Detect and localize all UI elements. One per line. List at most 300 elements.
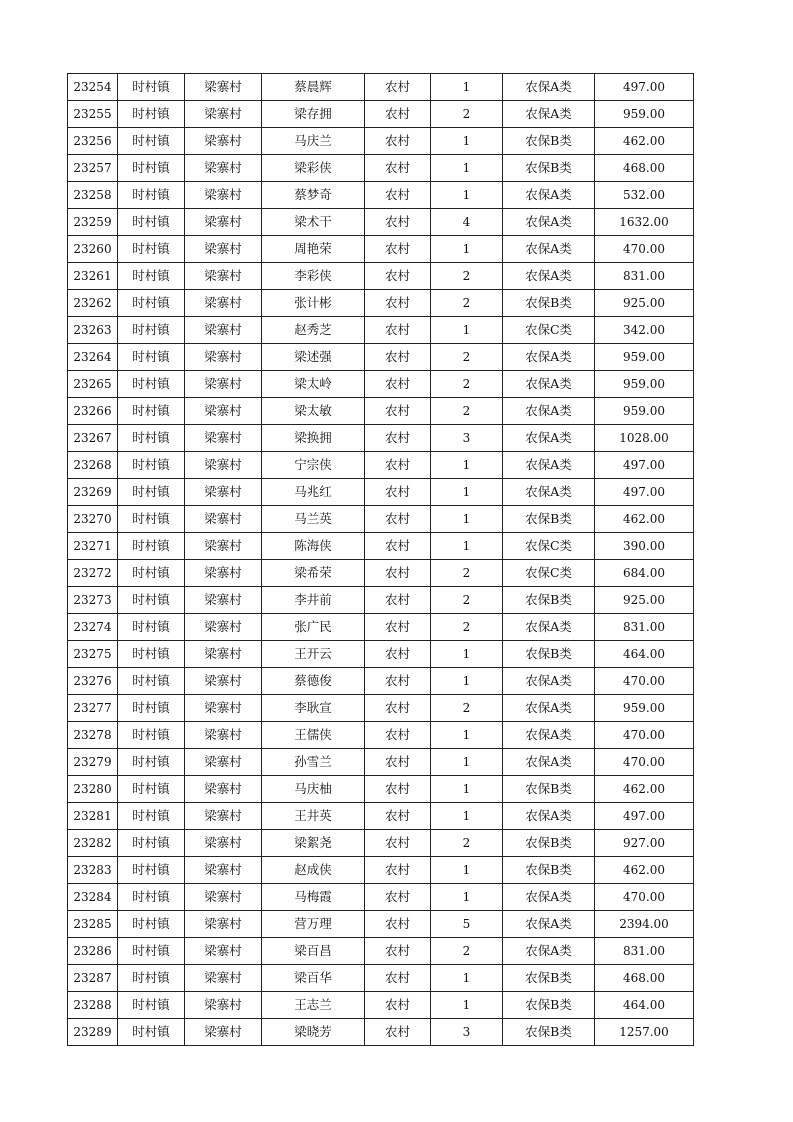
household-count-cell: 4 xyxy=(431,209,503,236)
insurance-category-cell: 农保A类 xyxy=(503,803,595,830)
town-cell: 时村镇 xyxy=(118,452,185,479)
table-row xyxy=(68,533,694,560)
town-cell: 时村镇 xyxy=(118,668,185,695)
record-id-cell: 23275 xyxy=(68,641,118,668)
amount-cell: 462.00 xyxy=(595,857,694,884)
village-cell: 梁寨村 xyxy=(185,884,262,911)
village-cell: 梁寨村 xyxy=(185,479,262,506)
village-cell: 梁寨村 xyxy=(185,965,262,992)
amount-cell: 468.00 xyxy=(595,965,694,992)
name-cell: 孙雪兰 xyxy=(262,749,365,776)
table-row xyxy=(68,938,694,965)
amount-cell: 1632.00 xyxy=(595,209,694,236)
insurance-category-cell: 农保A类 xyxy=(503,182,595,209)
record-id-cell: 23264 xyxy=(68,344,118,371)
record-id-cell: 23279 xyxy=(68,749,118,776)
record-id-cell: 23254 xyxy=(68,74,118,101)
record-id-cell: 23271 xyxy=(68,533,118,560)
insurance-category-cell: 农保A类 xyxy=(503,614,595,641)
village-cell: 梁寨村 xyxy=(185,803,262,830)
household-count-cell: 1 xyxy=(431,641,503,668)
insurance-category-cell: 农保A类 xyxy=(503,668,595,695)
area-type-cell: 农村 xyxy=(365,560,431,587)
insurance-category-cell: 农保A类 xyxy=(503,101,595,128)
amount-cell: 925.00 xyxy=(595,290,694,317)
record-id-cell: 23282 xyxy=(68,830,118,857)
household-count-cell: 1 xyxy=(431,506,503,533)
record-id-cell: 23262 xyxy=(68,290,118,317)
household-count-cell: 1 xyxy=(431,155,503,182)
table-row xyxy=(68,695,694,722)
table-row xyxy=(68,560,694,587)
town-cell: 时村镇 xyxy=(118,857,185,884)
insurance-category-cell: 农保B类 xyxy=(503,290,595,317)
village-cell: 梁寨村 xyxy=(185,560,262,587)
record-id-cell: 23281 xyxy=(68,803,118,830)
amount-cell: 831.00 xyxy=(595,614,694,641)
town-cell: 时村镇 xyxy=(118,614,185,641)
record-id-cell: 23260 xyxy=(68,236,118,263)
table-row xyxy=(68,965,694,992)
name-cell: 李彩侠 xyxy=(262,263,365,290)
table-row xyxy=(68,722,694,749)
area-type-cell: 农村 xyxy=(365,533,431,560)
insurance-category-cell: 农保B类 xyxy=(503,830,595,857)
town-cell: 时村镇 xyxy=(118,749,185,776)
household-count-cell: 2 xyxy=(431,695,503,722)
town-cell: 时村镇 xyxy=(118,182,185,209)
table-row xyxy=(68,290,694,317)
area-type-cell: 农村 xyxy=(365,479,431,506)
village-cell: 梁寨村 xyxy=(185,155,262,182)
insurance-category-cell: 农保C类 xyxy=(503,560,595,587)
village-cell: 梁寨村 xyxy=(185,506,262,533)
village-cell: 梁寨村 xyxy=(185,533,262,560)
name-cell: 梁希荣 xyxy=(262,560,365,587)
record-id-cell: 23272 xyxy=(68,560,118,587)
record-id-cell: 23259 xyxy=(68,209,118,236)
record-id-cell: 23286 xyxy=(68,938,118,965)
name-cell: 梁太敏 xyxy=(262,398,365,425)
village-cell: 梁寨村 xyxy=(185,695,262,722)
village-cell: 梁寨村 xyxy=(185,317,262,344)
town-cell: 时村镇 xyxy=(118,101,185,128)
name-cell: 赵成侠 xyxy=(262,857,365,884)
insurance-category-cell: 农保A类 xyxy=(503,236,595,263)
amount-cell: 959.00 xyxy=(595,371,694,398)
record-id-cell: 23273 xyxy=(68,587,118,614)
amount-cell: 497.00 xyxy=(595,803,694,830)
area-type-cell: 农村 xyxy=(365,155,431,182)
name-cell: 梁述强 xyxy=(262,344,365,371)
village-cell: 梁寨村 xyxy=(185,1019,262,1046)
area-type-cell: 农村 xyxy=(365,857,431,884)
household-count-cell: 1 xyxy=(431,857,503,884)
name-cell: 蔡德俊 xyxy=(262,668,365,695)
village-cell: 梁寨村 xyxy=(185,722,262,749)
table-row xyxy=(68,911,694,938)
amount-cell: 464.00 xyxy=(595,641,694,668)
amount-cell: 497.00 xyxy=(595,74,694,101)
insurance-category-cell: 农保A类 xyxy=(503,344,595,371)
record-id-cell: 23257 xyxy=(68,155,118,182)
village-cell: 梁寨村 xyxy=(185,992,262,1019)
area-type-cell: 农村 xyxy=(365,101,431,128)
record-id-cell: 23274 xyxy=(68,614,118,641)
household-count-cell: 2 xyxy=(431,263,503,290)
insurance-category-cell: 农保B类 xyxy=(503,965,595,992)
town-cell: 时村镇 xyxy=(118,344,185,371)
insurance-category-cell: 农保B类 xyxy=(503,641,595,668)
table-row xyxy=(68,884,694,911)
household-count-cell: 1 xyxy=(431,236,503,263)
area-type-cell: 农村 xyxy=(365,830,431,857)
area-type-cell: 农村 xyxy=(365,425,431,452)
village-cell: 梁寨村 xyxy=(185,911,262,938)
household-count-cell: 1 xyxy=(431,452,503,479)
area-type-cell: 农村 xyxy=(365,236,431,263)
town-cell: 时村镇 xyxy=(118,803,185,830)
table-row xyxy=(68,587,694,614)
household-count-cell: 1 xyxy=(431,803,503,830)
town-cell: 时村镇 xyxy=(118,884,185,911)
household-count-cell: 2 xyxy=(431,344,503,371)
village-cell: 梁寨村 xyxy=(185,749,262,776)
amount-cell: 831.00 xyxy=(595,938,694,965)
table-row xyxy=(68,74,694,101)
area-type-cell: 农村 xyxy=(365,1019,431,1046)
record-id-cell: 23280 xyxy=(68,776,118,803)
name-cell: 蔡晨辉 xyxy=(262,74,365,101)
town-cell: 时村镇 xyxy=(118,776,185,803)
record-id-cell: 23266 xyxy=(68,398,118,425)
insurance-category-cell: 农保A类 xyxy=(503,722,595,749)
town-cell: 时村镇 xyxy=(118,263,185,290)
name-cell: 梁晓芳 xyxy=(262,1019,365,1046)
town-cell: 时村镇 xyxy=(118,317,185,344)
household-count-cell: 1 xyxy=(431,317,503,344)
town-cell: 时村镇 xyxy=(118,128,185,155)
amount-cell: 470.00 xyxy=(595,668,694,695)
area-type-cell: 农村 xyxy=(365,722,431,749)
area-type-cell: 农村 xyxy=(365,506,431,533)
area-type-cell: 农村 xyxy=(365,344,431,371)
amount-cell: 959.00 xyxy=(595,344,694,371)
record-id-cell: 23285 xyxy=(68,911,118,938)
name-cell: 梁太岭 xyxy=(262,371,365,398)
insurance-category-cell: 农保B类 xyxy=(503,587,595,614)
name-cell: 李耿宣 xyxy=(262,695,365,722)
table-row xyxy=(68,236,694,263)
name-cell: 蔡梦奇 xyxy=(262,182,365,209)
table-row xyxy=(68,749,694,776)
town-cell: 时村镇 xyxy=(118,506,185,533)
insurance-category-cell: 农保A类 xyxy=(503,695,595,722)
record-id-cell: 23268 xyxy=(68,452,118,479)
village-cell: 梁寨村 xyxy=(185,182,262,209)
area-type-cell: 农村 xyxy=(365,884,431,911)
record-id-cell: 23278 xyxy=(68,722,118,749)
household-count-cell: 3 xyxy=(431,425,503,452)
town-cell: 时村镇 xyxy=(118,155,185,182)
name-cell: 马庆柚 xyxy=(262,776,365,803)
household-count-cell: 2 xyxy=(431,560,503,587)
amount-cell: 959.00 xyxy=(595,398,694,425)
town-cell: 时村镇 xyxy=(118,965,185,992)
village-cell: 梁寨村 xyxy=(185,614,262,641)
insurance-category-cell: 农保A类 xyxy=(503,749,595,776)
table-row xyxy=(68,209,694,236)
town-cell: 时村镇 xyxy=(118,911,185,938)
table-row xyxy=(68,668,694,695)
table-row xyxy=(68,776,694,803)
insurance-category-cell: 农保A类 xyxy=(503,209,595,236)
area-type-cell: 农村 xyxy=(365,965,431,992)
village-cell: 梁寨村 xyxy=(185,344,262,371)
area-type-cell: 农村 xyxy=(365,452,431,479)
record-id-cell: 23258 xyxy=(68,182,118,209)
household-count-cell: 1 xyxy=(431,668,503,695)
amount-cell: 1028.00 xyxy=(595,425,694,452)
area-type-cell: 农村 xyxy=(365,263,431,290)
area-type-cell: 农村 xyxy=(365,128,431,155)
area-type-cell: 农村 xyxy=(365,398,431,425)
record-id-cell: 23288 xyxy=(68,992,118,1019)
table-row xyxy=(68,344,694,371)
area-type-cell: 农村 xyxy=(365,911,431,938)
insurance-category-cell: 农保A类 xyxy=(503,479,595,506)
record-id-cell: 23256 xyxy=(68,128,118,155)
insurance-category-cell: 农保A类 xyxy=(503,884,595,911)
record-id-cell: 23267 xyxy=(68,425,118,452)
town-cell: 时村镇 xyxy=(118,398,185,425)
village-cell: 梁寨村 xyxy=(185,290,262,317)
insurance-category-cell: 农保B类 xyxy=(503,776,595,803)
record-id-cell: 23284 xyxy=(68,884,118,911)
village-cell: 梁寨村 xyxy=(185,830,262,857)
amount-cell: 532.00 xyxy=(595,182,694,209)
village-cell: 梁寨村 xyxy=(185,425,262,452)
name-cell: 李井前 xyxy=(262,587,365,614)
village-cell: 梁寨村 xyxy=(185,74,262,101)
record-id-cell: 23261 xyxy=(68,263,118,290)
area-type-cell: 农村 xyxy=(365,290,431,317)
insurance-category-cell: 农保B类 xyxy=(503,1019,595,1046)
name-cell: 王开云 xyxy=(262,641,365,668)
household-count-cell: 1 xyxy=(431,479,503,506)
table-row xyxy=(68,128,694,155)
name-cell: 梁存拥 xyxy=(262,101,365,128)
table-row xyxy=(68,101,694,128)
household-count-cell: 2 xyxy=(431,587,503,614)
amount-cell: 470.00 xyxy=(595,236,694,263)
household-count-cell: 1 xyxy=(431,884,503,911)
table-row xyxy=(68,1019,694,1046)
record-id-cell: 23269 xyxy=(68,479,118,506)
town-cell: 时村镇 xyxy=(118,587,185,614)
household-count-cell: 1 xyxy=(431,128,503,155)
insurance-category-cell: 农保A类 xyxy=(503,938,595,965)
area-type-cell: 农村 xyxy=(365,803,431,830)
household-count-cell: 1 xyxy=(431,722,503,749)
insurance-category-cell: 农保A类 xyxy=(503,452,595,479)
insurance-category-cell: 农保A类 xyxy=(503,398,595,425)
area-type-cell: 农村 xyxy=(365,668,431,695)
data-table xyxy=(67,73,694,1046)
name-cell: 王儒侠 xyxy=(262,722,365,749)
name-cell: 张计彬 xyxy=(262,290,365,317)
amount-cell: 2394.00 xyxy=(595,911,694,938)
village-cell: 梁寨村 xyxy=(185,101,262,128)
amount-cell: 390.00 xyxy=(595,533,694,560)
insurance-category-cell: 农保B类 xyxy=(503,506,595,533)
name-cell: 营万理 xyxy=(262,911,365,938)
insurance-category-cell: 农保B类 xyxy=(503,992,595,1019)
name-cell: 张广民 xyxy=(262,614,365,641)
amount-cell: 462.00 xyxy=(595,128,694,155)
household-count-cell: 1 xyxy=(431,965,503,992)
household-count-cell: 3 xyxy=(431,1019,503,1046)
insurance-category-cell: 农保B类 xyxy=(503,857,595,884)
name-cell: 马梅霞 xyxy=(262,884,365,911)
town-cell: 时村镇 xyxy=(118,641,185,668)
table-row xyxy=(68,317,694,344)
name-cell: 梁换拥 xyxy=(262,425,365,452)
name-cell: 梁彩侠 xyxy=(262,155,365,182)
town-cell: 时村镇 xyxy=(118,425,185,452)
amount-cell: 925.00 xyxy=(595,587,694,614)
table-row xyxy=(68,803,694,830)
name-cell: 马兰英 xyxy=(262,506,365,533)
insurance-category-cell: 农保B类 xyxy=(503,155,595,182)
record-id-cell: 23287 xyxy=(68,965,118,992)
household-count-cell: 2 xyxy=(431,830,503,857)
name-cell: 梁絮尧 xyxy=(262,830,365,857)
table-row xyxy=(68,371,694,398)
amount-cell: 464.00 xyxy=(595,992,694,1019)
name-cell: 周艳荣 xyxy=(262,236,365,263)
name-cell: 赵秀芝 xyxy=(262,317,365,344)
record-id-cell: 23265 xyxy=(68,371,118,398)
household-count-cell: 1 xyxy=(431,74,503,101)
name-cell: 梁术干 xyxy=(262,209,365,236)
area-type-cell: 农村 xyxy=(365,317,431,344)
amount-cell: 497.00 xyxy=(595,479,694,506)
name-cell: 陈海侠 xyxy=(262,533,365,560)
area-type-cell: 农村 xyxy=(365,749,431,776)
record-id-cell: 23277 xyxy=(68,695,118,722)
name-cell: 王志兰 xyxy=(262,992,365,1019)
amount-cell: 470.00 xyxy=(595,722,694,749)
name-cell: 马兆红 xyxy=(262,479,365,506)
area-type-cell: 农村 xyxy=(365,371,431,398)
name-cell: 马庆兰 xyxy=(262,128,365,155)
table-row xyxy=(68,830,694,857)
area-type-cell: 农村 xyxy=(365,614,431,641)
area-type-cell: 农村 xyxy=(365,182,431,209)
table-row xyxy=(68,506,694,533)
amount-cell: 959.00 xyxy=(595,101,694,128)
town-cell: 时村镇 xyxy=(118,236,185,263)
table-row xyxy=(68,425,694,452)
village-cell: 梁寨村 xyxy=(185,398,262,425)
table-row xyxy=(68,182,694,209)
insurance-category-cell: 农保B类 xyxy=(503,128,595,155)
village-cell: 梁寨村 xyxy=(185,938,262,965)
record-id-cell: 23255 xyxy=(68,101,118,128)
amount-cell: 470.00 xyxy=(595,884,694,911)
table-row xyxy=(68,398,694,425)
household-count-cell: 2 xyxy=(431,371,503,398)
town-cell: 时村镇 xyxy=(118,290,185,317)
village-cell: 梁寨村 xyxy=(185,641,262,668)
record-id-cell: 23289 xyxy=(68,1019,118,1046)
area-type-cell: 农村 xyxy=(365,209,431,236)
table-row xyxy=(68,614,694,641)
amount-cell: 342.00 xyxy=(595,317,694,344)
town-cell: 时村镇 xyxy=(118,830,185,857)
town-cell: 时村镇 xyxy=(118,209,185,236)
record-id-cell: 23270 xyxy=(68,506,118,533)
household-count-cell: 1 xyxy=(431,533,503,560)
insurance-category-cell: 农保A类 xyxy=(503,911,595,938)
area-type-cell: 农村 xyxy=(365,587,431,614)
table-row xyxy=(68,992,694,1019)
record-id-cell: 23263 xyxy=(68,317,118,344)
household-count-cell: 1 xyxy=(431,776,503,803)
area-type-cell: 农村 xyxy=(365,776,431,803)
household-count-cell: 2 xyxy=(431,938,503,965)
table-row xyxy=(68,479,694,506)
village-cell: 梁寨村 xyxy=(185,776,262,803)
amount-cell: 470.00 xyxy=(595,749,694,776)
table-row xyxy=(68,263,694,290)
village-cell: 梁寨村 xyxy=(185,857,262,884)
insurance-category-cell: 农保C类 xyxy=(503,533,595,560)
amount-cell: 497.00 xyxy=(595,452,694,479)
town-cell: 时村镇 xyxy=(118,938,185,965)
village-cell: 梁寨村 xyxy=(185,587,262,614)
village-cell: 梁寨村 xyxy=(185,209,262,236)
household-count-cell: 1 xyxy=(431,182,503,209)
town-cell: 时村镇 xyxy=(118,560,185,587)
town-cell: 时村镇 xyxy=(118,722,185,749)
insurance-category-cell: 农保C类 xyxy=(503,317,595,344)
town-cell: 时村镇 xyxy=(118,74,185,101)
area-type-cell: 农村 xyxy=(365,938,431,965)
amount-cell: 462.00 xyxy=(595,776,694,803)
area-type-cell: 农村 xyxy=(365,695,431,722)
household-count-cell: 2 xyxy=(431,614,503,641)
household-count-cell: 5 xyxy=(431,911,503,938)
insurance-category-cell: 农保A类 xyxy=(503,74,595,101)
town-cell: 时村镇 xyxy=(118,371,185,398)
village-cell: 梁寨村 xyxy=(185,371,262,398)
town-cell: 时村镇 xyxy=(118,1019,185,1046)
village-cell: 梁寨村 xyxy=(185,128,262,155)
insurance-category-cell: 农保A类 xyxy=(503,263,595,290)
insurance-category-cell: 农保A类 xyxy=(503,371,595,398)
village-cell: 梁寨村 xyxy=(185,668,262,695)
table-row xyxy=(68,857,694,884)
amount-cell: 684.00 xyxy=(595,560,694,587)
amount-cell: 959.00 xyxy=(595,695,694,722)
record-id-cell: 23283 xyxy=(68,857,118,884)
village-cell: 梁寨村 xyxy=(185,236,262,263)
household-count-cell: 2 xyxy=(431,290,503,317)
household-count-cell: 1 xyxy=(431,992,503,1019)
town-cell: 时村镇 xyxy=(118,533,185,560)
